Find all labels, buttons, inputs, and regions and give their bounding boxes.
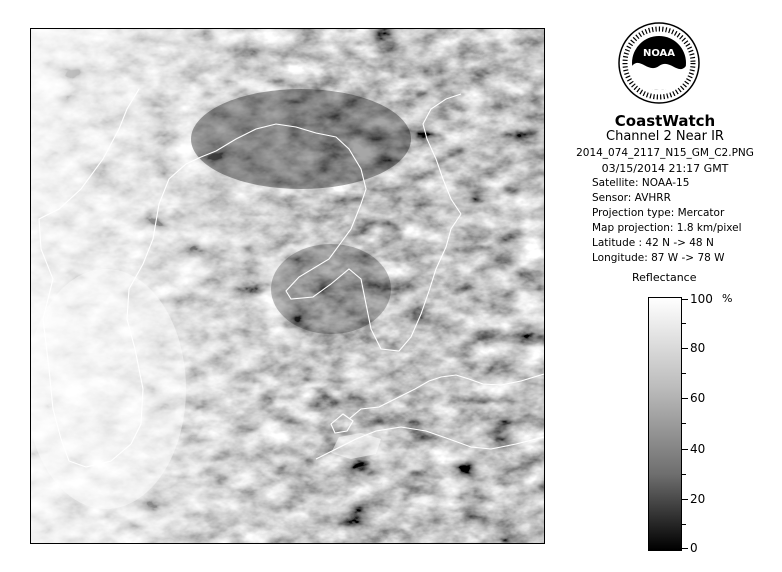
satellite-label: Satellite: NOAA-15 [592,177,690,189]
colorbar-tick [681,323,686,324]
colorbar-tick-label: 40 [690,442,706,456]
colorbar-tick [681,548,688,549]
dark-clear-area-2 [271,244,391,334]
colorbar-tick-label: 100 [690,292,713,306]
colorbar-tick-label: 20 [690,492,706,506]
colorbar-tick [681,499,688,500]
colorbar-unit: % [722,292,733,305]
sensor-label: Sensor: AVHRR [592,192,671,204]
colorbar-tick-label: 0 [690,541,698,555]
colorbar-tick [681,348,688,349]
colorbar-tick-label: 60 [690,391,706,405]
map-image [31,29,544,543]
colorbar-tick [681,398,688,399]
colorbar-tick [681,373,686,374]
satellite-map [30,28,545,544]
longitude-label: Longitude: 87 W -> 78 W [592,252,725,264]
colorbar-tick [681,299,688,300]
colorbar-tick [681,524,686,525]
bright-cloud-mass [31,269,186,509]
dark-clear-area [191,89,411,189]
latitude-label: Latitude : 42 N -> 48 N [592,237,714,249]
image-filename: 2014_074_2117_N15_GM_C2.PNG [576,147,754,159]
product-title: CoastWatch [614,112,716,130]
colorbar-title: Reflectance [632,271,697,284]
reflectance-colorbar [648,297,682,551]
projection-type-label: Projection type: Mercator [592,207,725,219]
channel-subtitle: Channel 2 Near IR [606,129,724,144]
acquisition-datetime: 03/15/2014 21:17 GMT [601,162,729,175]
logo-wordmark: NOAA [642,48,676,59]
colorbar-tick [681,474,686,475]
colorbar-tick [681,449,688,450]
colorbar-tick [681,423,686,424]
map-projection-label: Map projection: 1.8 km/pixel [592,222,742,234]
noaa-logo [618,22,700,104]
colorbar-tick-label: 80 [690,341,706,355]
